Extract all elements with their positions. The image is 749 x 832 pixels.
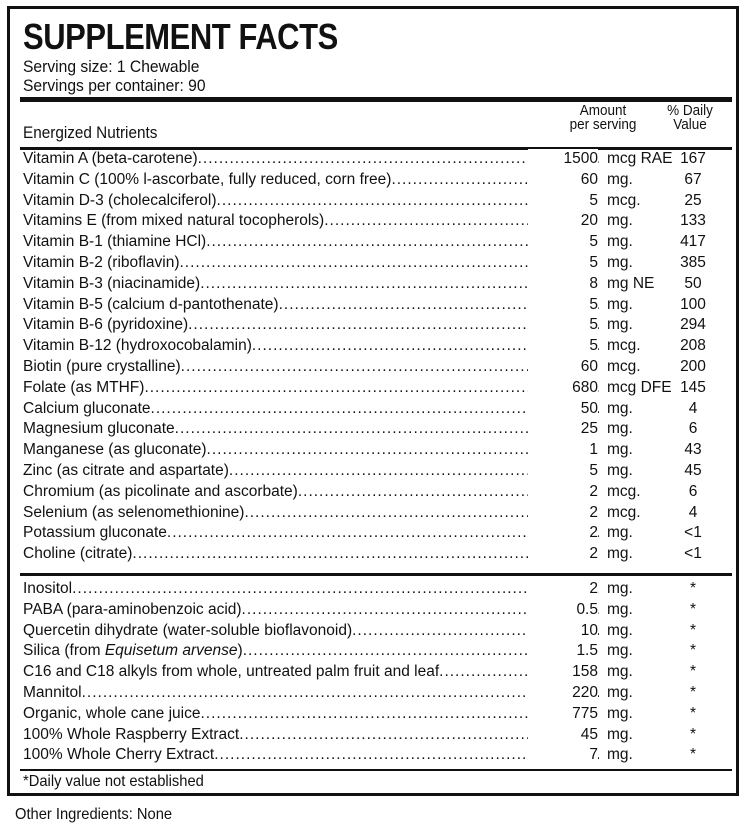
- row-lead: [23, 725, 599, 746]
- amount-unit: mg.: [607, 725, 633, 743]
- amount-unit: mg.: [607, 295, 633, 313]
- amount-value: 5: [528, 253, 598, 274]
- nutrient-name-part: Silica (from: [23, 642, 105, 660]
- leader-dots: [72, 579, 599, 600]
- daily-value: 6: [688, 482, 698, 500]
- table-row: [23, 523, 733, 544]
- row-lead: [23, 662, 599, 683]
- daily-value: 4: [688, 399, 698, 417]
- amount-value: 2: [528, 544, 598, 565]
- divider-footnote: [20, 769, 732, 771]
- amount-unit: mg.: [607, 441, 633, 459]
- amount-unit: mg.: [607, 170, 633, 188]
- nutrient-name: Calcium gluconate: [23, 399, 151, 417]
- nutrient-name-part: ): [237, 642, 243, 660]
- nutrient-name: Chromium (as picolinate and ascorbate): [23, 482, 298, 500]
- table-row: [23, 419, 733, 440]
- row-lead: [23, 544, 599, 565]
- row-lead: [23, 336, 599, 357]
- serving-size: Serving size: 1 Chewable: [23, 57, 200, 76]
- daily-value: 45: [684, 461, 702, 479]
- nutrient-name: Folate (as MTHF): [23, 378, 145, 396]
- amount-value: 1500: [528, 149, 598, 170]
- daily-value: <1: [684, 545, 702, 563]
- row-lead: [23, 482, 599, 503]
- amount-value: 0.5: [528, 600, 598, 621]
- row-lead: [23, 523, 599, 544]
- row-lead: [23, 232, 599, 253]
- amount-value: 5: [528, 461, 598, 482]
- amount-unit: mcg.: [607, 503, 641, 521]
- daily-value-header: [663, 104, 717, 132]
- amount-value: 5: [528, 336, 598, 357]
- daily-value: 100: [680, 295, 706, 313]
- amount-unit: mg.: [607, 420, 633, 438]
- amount-value: 5: [528, 232, 598, 253]
- row-lead: [23, 621, 599, 642]
- table-row: [23, 482, 733, 503]
- panel-title: SUPPLEMENT FACTS: [23, 16, 338, 57]
- daily-value: 167: [680, 150, 706, 167]
- nutrient-name: [23, 641, 243, 662]
- nutrient-name: Vitamin B-1 (thiamine HCl): [23, 233, 207, 251]
- amount-value: 680: [528, 378, 598, 399]
- nutrient-name: Vitamin D-3 (cholecalciferol): [23, 191, 217, 209]
- nutrient-name: Vitamin A (beta-carotene): [23, 150, 198, 167]
- table-row: [23, 232, 733, 253]
- table-row: [23, 440, 733, 461]
- table-row: [23, 378, 733, 399]
- daily-value: 294: [680, 316, 706, 334]
- daily-value: 25: [684, 191, 702, 209]
- row-lead: [23, 641, 599, 662]
- amount-value: 1: [528, 440, 598, 461]
- nutrient-name: Vitamin B-2 (riboflavin): [23, 253, 180, 271]
- amount-unit: mcg.: [607, 482, 641, 500]
- nutrient-name: Vitamins E (from mixed natural tocopherols): [23, 212, 325, 230]
- amount-header-line2: per serving: [569, 116, 637, 133]
- nutrient-name: Vitamin C (100% l-ascorbate, fully reduced, corn free): [23, 170, 392, 188]
- daily-value: 417: [680, 233, 706, 251]
- other-ingredients-table: [23, 579, 733, 766]
- table-row: [23, 461, 733, 482]
- amount-unit: mg.: [607, 600, 633, 618]
- table-row: [23, 253, 733, 274]
- table-row: [23, 295, 733, 316]
- daily-value: 200: [680, 357, 706, 375]
- nutrient-name: C16 and C18 alkyls from whole, untreated palm fruit and leaf: [23, 663, 440, 681]
- amount-unit: mg.: [607, 212, 633, 230]
- table-row: [23, 399, 733, 420]
- amount-unit: mg.: [607, 399, 633, 417]
- daily-value: 4: [688, 503, 698, 521]
- daily-value: *: [689, 642, 697, 660]
- row-lead: [23, 315, 599, 336]
- daily-value: <1: [684, 524, 702, 542]
- other-ingredients-note: Other Ingredients: None: [15, 806, 173, 823]
- amount-unit: mcg.: [607, 357, 641, 375]
- table-row: [23, 211, 733, 232]
- daily-value: *: [689, 746, 697, 764]
- daily-value: 208: [680, 337, 706, 355]
- nutrient-name: Zinc (as citrate and aspartate): [23, 461, 229, 479]
- amount-unit: mg.: [607, 545, 633, 563]
- daily-value: 67: [684, 170, 702, 188]
- amount-value: 50: [528, 399, 598, 420]
- amount-value: 20: [528, 211, 598, 232]
- row-lead: [23, 211, 599, 232]
- daily-value: *: [689, 663, 697, 681]
- nutrient-name: PABA (para-aminobenzoic acid): [23, 600, 242, 618]
- amount-unit: mcg.: [607, 191, 641, 209]
- daily-value: 50: [684, 274, 702, 292]
- table-row: [23, 704, 733, 725]
- divider-middle: [20, 573, 732, 576]
- nutrient-name: Potassium gluconate: [23, 524, 167, 542]
- daily-value: 145: [680, 378, 706, 396]
- daily-value: *: [689, 621, 697, 639]
- nutrient-name: 100% Whole Raspberry Extract: [23, 725, 240, 743]
- amount-unit: mg.: [607, 461, 633, 479]
- table-row: [23, 191, 733, 212]
- leader-dots: [82, 683, 599, 704]
- amount-unit: mg.: [607, 253, 633, 271]
- row-lead: [23, 170, 599, 191]
- table-row: [23, 357, 733, 378]
- table-row: [23, 641, 733, 662]
- amount-unit: mg.: [607, 524, 633, 542]
- table-row: [23, 149, 733, 170]
- row-lead: [23, 683, 599, 704]
- amount-value: 2: [528, 482, 598, 503]
- amount-value: 2: [528, 503, 598, 524]
- amount-value: 5: [528, 191, 598, 212]
- amount-unit: mg.: [607, 316, 633, 334]
- table-row: [23, 336, 733, 357]
- nutrient-name: Selenium (as selenomethionine): [23, 503, 245, 521]
- daily-value: *: [689, 725, 697, 743]
- daily-value: 43: [684, 441, 702, 459]
- table-row: [23, 544, 733, 565]
- amount-unit: mg.: [607, 704, 633, 722]
- amount-value: 2: [528, 523, 598, 544]
- table-row: [23, 745, 733, 766]
- row-lead: [23, 503, 599, 524]
- table-row: [23, 579, 733, 600]
- amount-unit: mg.: [607, 642, 633, 660]
- amount-value: 2: [528, 579, 598, 600]
- row-lead: [23, 419, 599, 440]
- nutrient-name: Magnesium gluconate: [23, 420, 175, 438]
- amount-value: 5: [528, 315, 598, 336]
- section-label: Energized Nutrients: [23, 123, 158, 142]
- row-lead: [23, 600, 599, 621]
- amount-unit: mcg.: [607, 337, 641, 355]
- amount-value: 7: [528, 745, 598, 766]
- amount-value: 25: [528, 419, 598, 440]
- nutrient-name: Inositol: [23, 580, 73, 597]
- table-row: [23, 725, 733, 746]
- nutrient-name: Vitamin B-3 (niacinamide): [23, 274, 201, 292]
- nutrient-table: [23, 149, 733, 565]
- daily-value: 6: [688, 420, 698, 438]
- table-row: [23, 315, 733, 336]
- row-lead: [23, 191, 599, 212]
- table-row: [23, 274, 733, 295]
- amount-unit: mg NE: [607, 274, 655, 292]
- row-lead: [23, 399, 599, 420]
- table-row: [23, 170, 733, 191]
- daily-value: 133: [680, 212, 706, 230]
- amount-value: 60: [528, 170, 598, 191]
- amount-value: 45: [528, 725, 598, 746]
- amount-unit: mcg DFE: [607, 378, 672, 396]
- table-row: [23, 503, 733, 524]
- amount-unit: mg.: [607, 233, 633, 251]
- amount-unit: mg.: [607, 621, 633, 639]
- daily-value-header-line1: % Daily: [667, 102, 713, 119]
- footnote: *Daily value not established: [23, 773, 204, 790]
- amount-value: 5: [528, 295, 598, 316]
- amount-unit: mcg RAE: [607, 150, 673, 167]
- daily-value: 385: [680, 253, 706, 271]
- row-lead: [23, 745, 599, 766]
- amount-value: 8: [528, 274, 598, 295]
- table-row: [23, 683, 733, 704]
- amount-unit: mg.: [607, 663, 633, 681]
- nutrient-name: Manganese (as gluconate): [23, 441, 207, 459]
- daily-value-header-line2: Value: [673, 116, 707, 133]
- nutrient-name: Mannitol: [23, 683, 82, 701]
- amount-value: 775: [528, 704, 598, 725]
- supplement-facts-panel: [7, 6, 739, 796]
- nutrient-name: 100% Whole Cherry Extract: [23, 746, 215, 764]
- table-row: [23, 662, 733, 683]
- daily-value: *: [689, 600, 697, 618]
- amount-value: 10: [528, 621, 598, 642]
- daily-value: *: [689, 683, 697, 701]
- amount-value: 220: [528, 683, 598, 704]
- row-lead: [23, 440, 599, 461]
- amount-header-line1: Amount: [579, 102, 627, 119]
- row-lead: [23, 461, 599, 482]
- nutrient-name: Vitamin B-5 (calcium d-pantothenate): [23, 295, 279, 313]
- daily-value: *: [689, 580, 697, 597]
- table-row: [23, 600, 733, 621]
- row-lead: [23, 253, 599, 274]
- nutrient-name: Choline (citrate): [23, 545, 133, 563]
- row-lead: [23, 579, 599, 600]
- row-lead: [23, 149, 599, 170]
- amount-unit: mg.: [607, 746, 633, 764]
- nutrient-name: Organic, whole cane juice: [23, 704, 201, 722]
- row-lead: [23, 378, 599, 399]
- nutrient-name-italic: Equisetum arvense: [104, 642, 238, 660]
- nutrient-name: Biotin (pure crystalline): [23, 357, 181, 375]
- table-row: [23, 621, 733, 642]
- nutrient-name: Vitamin B-6 (pyridoxine): [23, 316, 189, 334]
- servings-per-container: Servings per container: 90: [23, 76, 206, 95]
- row-lead: [23, 274, 599, 295]
- row-lead: [23, 704, 599, 725]
- amount-unit: mg.: [607, 580, 633, 597]
- nutrient-name: Vitamin B-12 (hydroxocobalamin): [23, 337, 252, 355]
- row-lead: [23, 295, 599, 316]
- amount-header: [563, 104, 644, 132]
- amount-value: 1.5: [528, 641, 598, 662]
- nutrient-name: Quercetin dihydrate (water-soluble bioflavonoid): [23, 621, 353, 639]
- daily-value: *: [689, 704, 697, 722]
- row-lead: [23, 357, 599, 378]
- amount-value: 60: [528, 357, 598, 378]
- amount-unit: mg.: [607, 683, 633, 701]
- amount-value: 158: [528, 662, 598, 683]
